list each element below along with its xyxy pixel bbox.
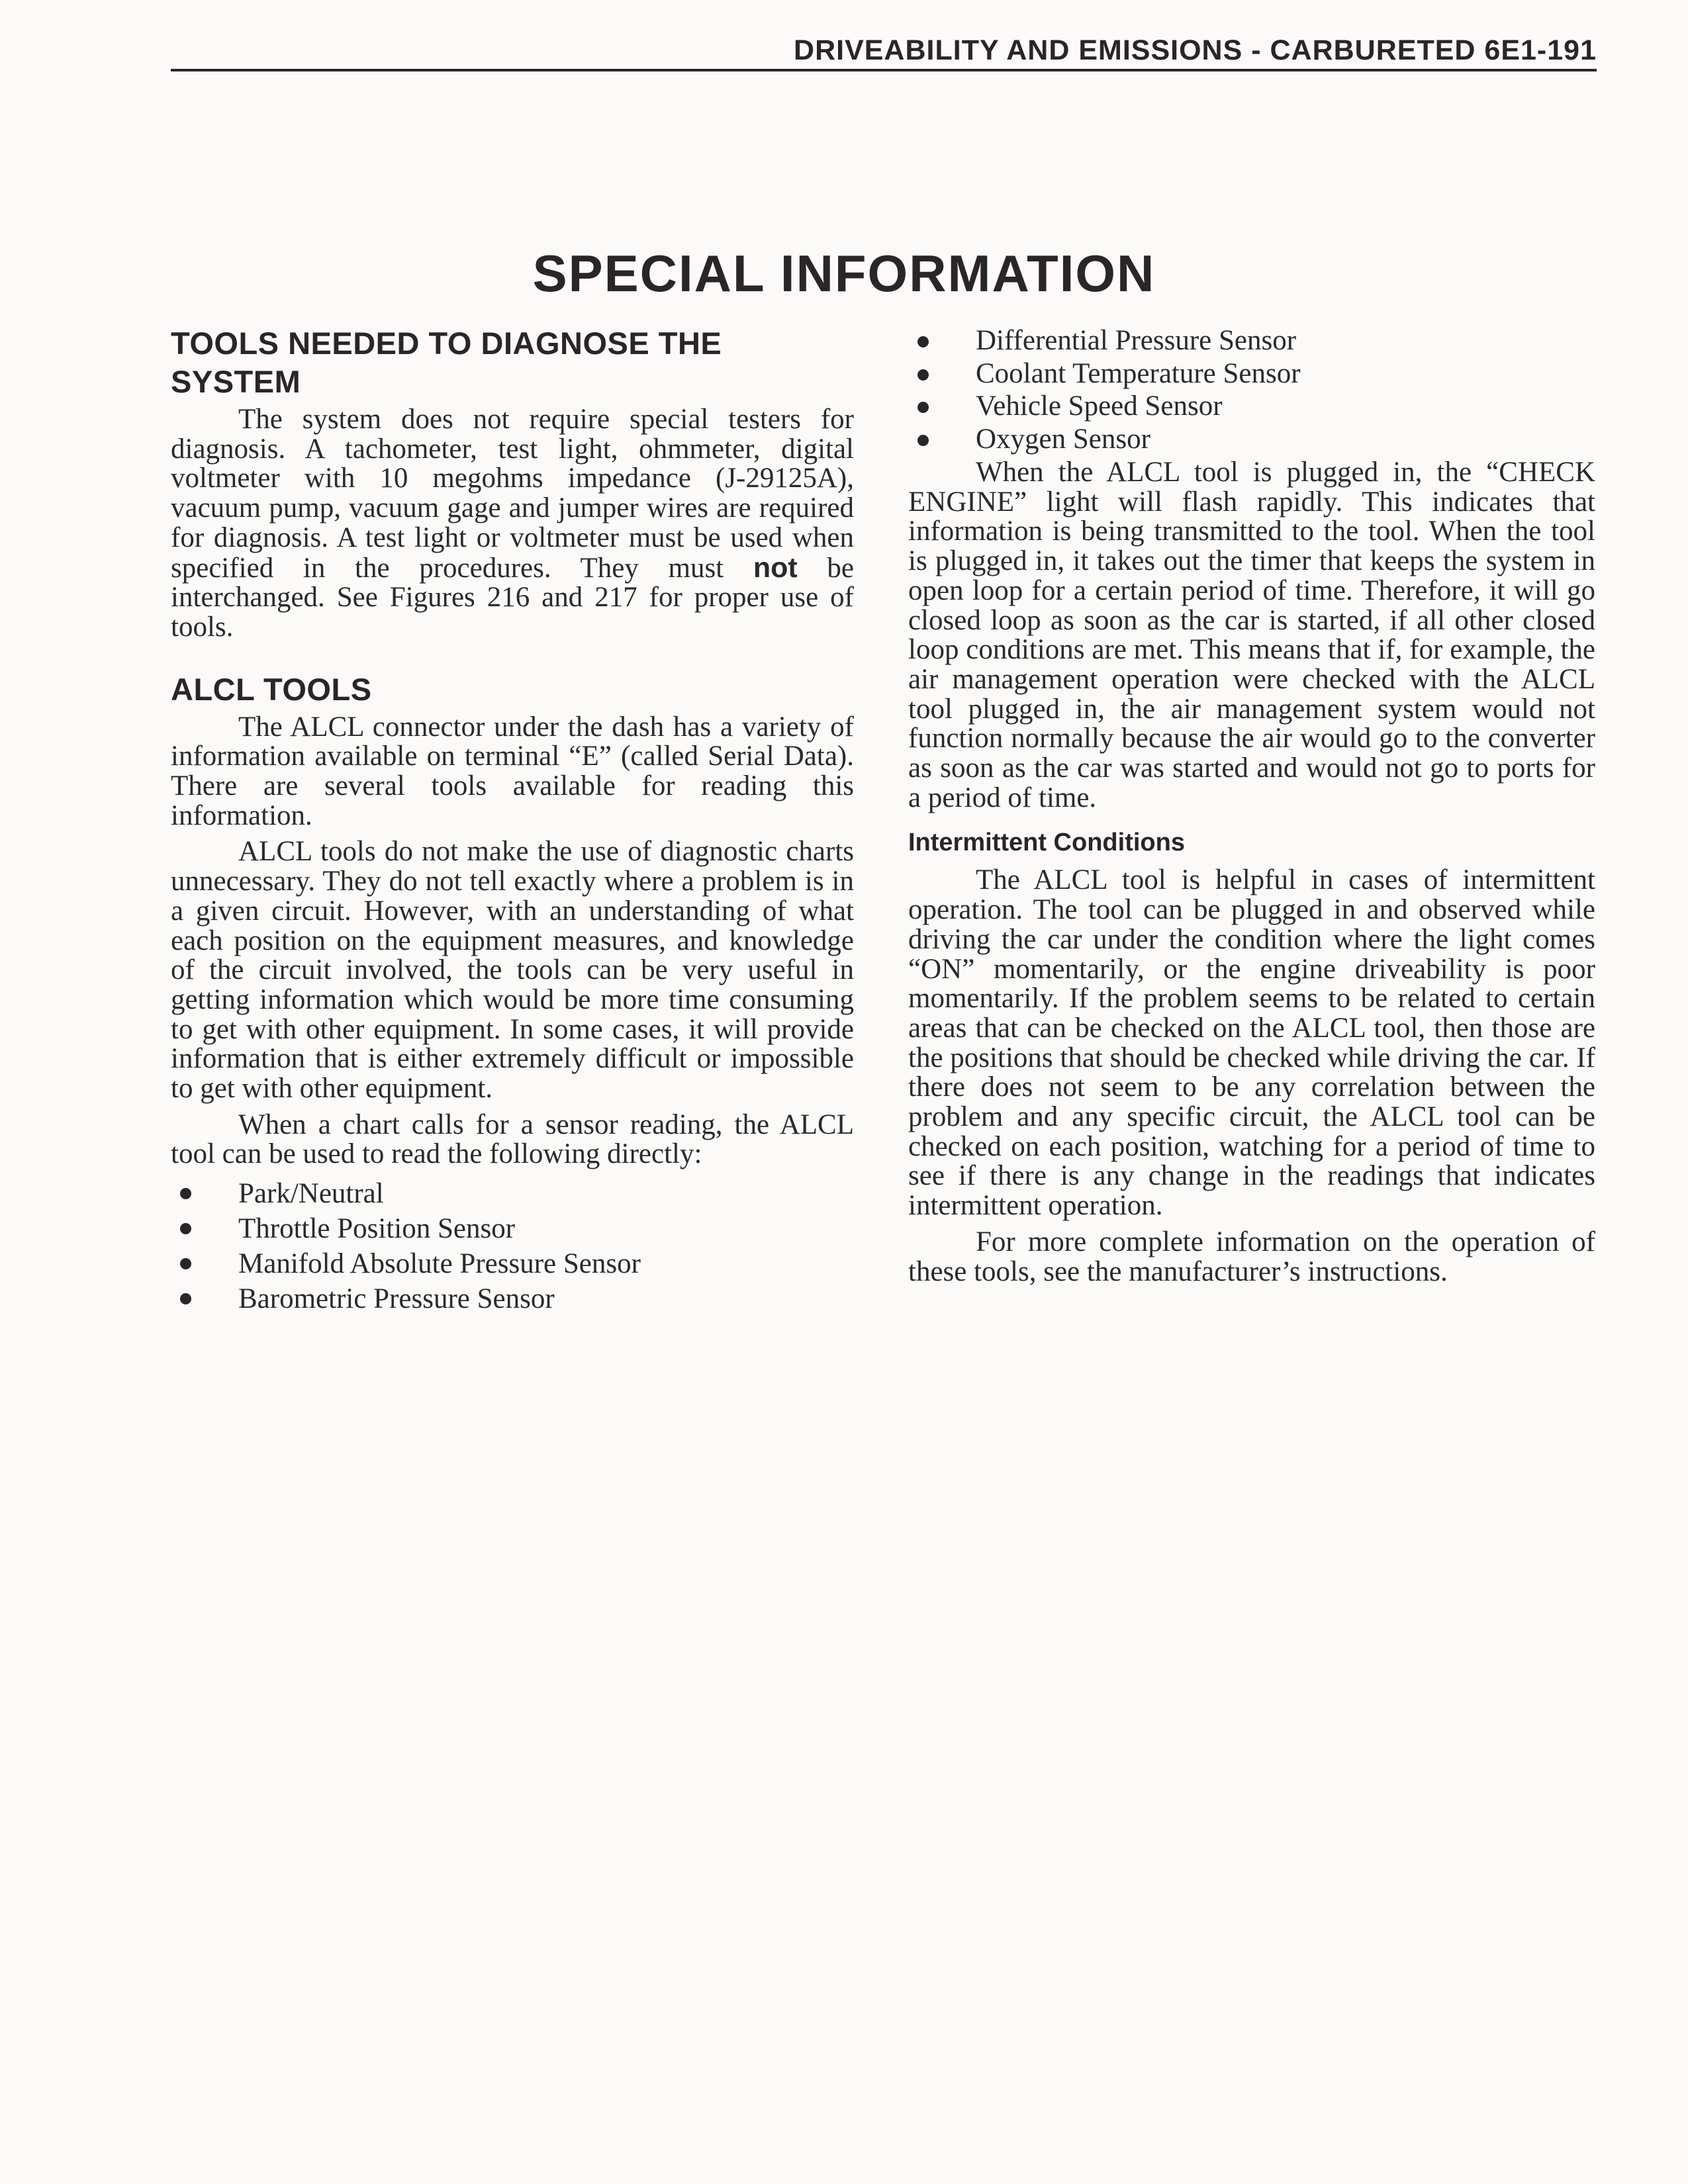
intermittent-conditions-heading: Intermittent Conditions	[908, 829, 1185, 857]
running-header: DRIVEABILITY AND EMISSIONS - CARBURETED 6E1-191	[794, 34, 1597, 66]
bullet-icon	[917, 336, 929, 347]
list-item-label: Coolant Temperature Sensor	[976, 357, 1301, 389]
bullet-icon	[180, 1188, 191, 1199]
list-item	[908, 390, 1595, 423]
tools-paragraph-text-2: be interchanged. See Figures 216 and 217 for proper use of tools.	[171, 552, 855, 643]
bullet-icon	[917, 369, 929, 381]
intermittent-paragraph: The ALCL tool is helpful in cases of intermittent operation. The tool can be plugged in and observed while driving the car under the condition where the light comes “ON” momentarily, or the engine driveability is poor momentarily. If the problem seems to be related to certain areas that can be checked on the ALCL tool, then those are the positions that should be checked while driving the car. If there does not seem to be any correlation between the problem and any specific circuit, the ALCL tool can be checked on each position, watching for a period of time to see if there is any change in the readings that indicates intermittent operation.	[908, 864, 1595, 1222]
bullet-icon	[180, 1293, 191, 1304]
list-item	[171, 1211, 854, 1246]
list-item	[908, 423, 1595, 456]
sensor-list-continued	[908, 324, 1595, 455]
check-engine-paragraph: When the ALCL tool is plugged in, the “CHECK ENGINE” light will flash rapidly. This indicates that information is being transmitted to the tool. When the tool is plugged in, it takes out the timer that keeps the system in open loop for a certain period of time. Therefore, it will go closed loop as soon as the car is started, if all other closed loop conditions are met. This means that if, for example, the air management operation were checked with the ALCL tool plugged in, the air management system would not function normally because the air would go to the converter as soon as the car was started and would not go to ports for a period of time.	[908, 457, 1595, 813]
alcl-tools-heading: ALCL TOOLS	[171, 671, 372, 707]
alcl-paragraph-2: ALCL tools do not make the use of diagnostic charts unnecessary. They do not tell exactly where a problem is in a given circuit. However, with an understanding of what each position on the equipment measures, and knowledge of the circuit involved, the tools can be very useful in getting information which would be more time consuming to get with other equipment. In some cases, it will provide information that is either extremely difficult or impossible to get with other equipment.	[171, 836, 854, 1105]
emphasis-not: not	[753, 551, 798, 584]
list-item-label: Differential Pressure Sensor	[976, 325, 1297, 356]
alcl-paragraph-3: When a chart calls for a sensor reading, the ALCL tool can be used to read the following directly:	[171, 1109, 854, 1170]
page-title: SPECIAL INFORMATION	[532, 244, 1156, 302]
right-column	[908, 324, 1595, 1293]
sensor-list	[171, 1176, 854, 1316]
list-item-label: Oxygen Sensor	[976, 423, 1150, 455]
list-item-label: Vehicle Speed Sensor	[976, 390, 1223, 422]
manufacturer-paragraph: For more complete information on the operation of these tools, see the manufacturer’s instructions.	[908, 1226, 1595, 1287]
tools-heading: TOOLS NEEDED TO DIAGNOSE THE SYSTEM	[171, 326, 722, 399]
list-item	[171, 1281, 854, 1316]
bullet-icon	[180, 1258, 191, 1269]
alcl-paragraph-1: The ALCL connector under the dash has a variety of information available on terminal “E” (called Serial Data). There are several tools available for reading this information.	[171, 711, 854, 831]
list-item	[908, 357, 1595, 390]
header-rule	[171, 69, 1597, 71]
list-item	[908, 324, 1595, 357]
list-item-label: Manifold Absolute Pressure Sensor	[238, 1248, 641, 1280]
list-item-label: Barometric Pressure Sensor	[238, 1283, 555, 1315]
left-column	[171, 324, 854, 1319]
list-item	[171, 1176, 854, 1211]
list-item	[171, 1246, 854, 1281]
tools-paragraph	[171, 405, 854, 643]
bullet-icon	[917, 402, 929, 413]
bullet-icon	[917, 435, 929, 446]
tools-paragraph-text-1: The system does not require special testers for diagnosis. A tachometer, test light, ohmmeter, digital voltmeter with 10 megohms impedance (J-29125A), vacuum pump, vacuum gage and jumper wires are required for diagnosis. A test light or voltmeter must be used when specified in the procedures. They must	[171, 404, 854, 584]
list-item-label: Park/Neutral	[238, 1178, 384, 1210]
bullet-icon	[180, 1223, 191, 1234]
list-item-label: Throttle Position Sensor	[238, 1213, 516, 1245]
